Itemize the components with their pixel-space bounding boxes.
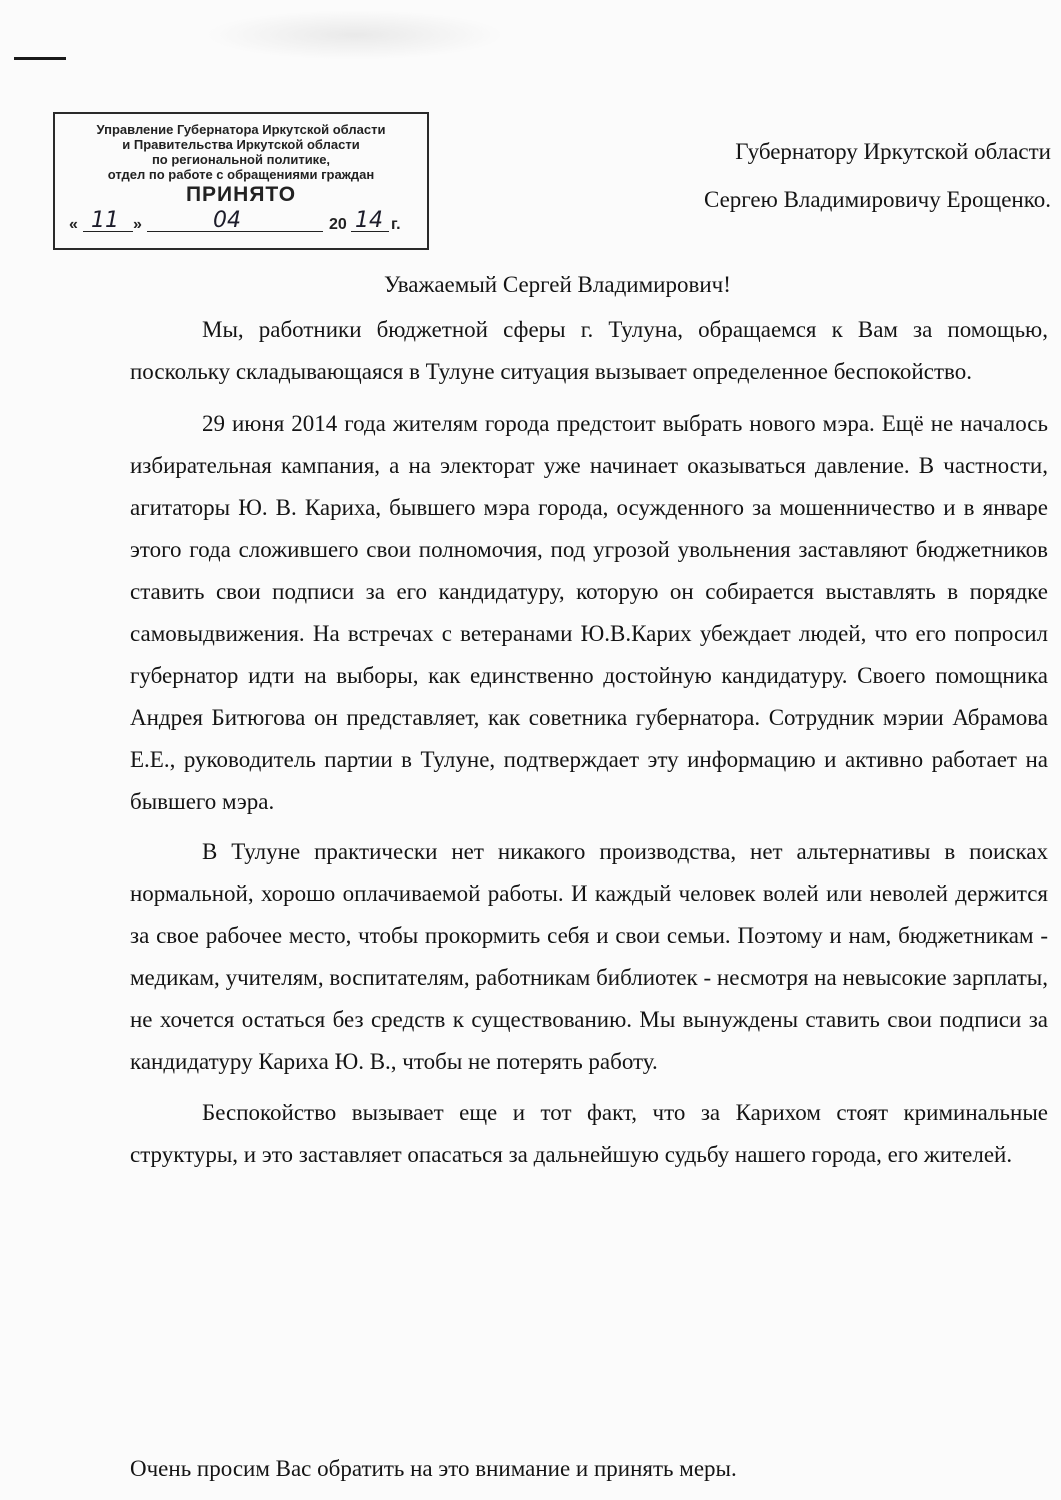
letter-body [130, 309, 1048, 1185]
addressee-line-1: Губернатору Иркутской области [735, 139, 1051, 164]
stamp-year-prefix: 20 [329, 216, 347, 233]
stamp-line-1: Управление Губернатора Иркутской области [96, 122, 386, 137]
paragraph-3: В Тулуне практически нет никакого производства, нет альтернативы в поисках нормальной, хорошо оплачиваемой работы. И каждый человек волей или неволей держится за свое рабочее место, чтобы прокормить себя и свои семьи. Поэтому и нам, бюджетникам - медикам, учителям, воспитателям, работникам библиотек - несмотря на невысокие зарплаты, не хочется остаться без средств к существованию. Мы вынуждены ставить свои подписи за кандидатуру Кариха Ю. В., чтобы не потерять работу. [130, 839, 1048, 1074]
paragraph-1: Мы, работники бюджетной сферы г. Тулуна, обращаемся к Вам за помощью, поскольку складывающаяся в Тулуне ситуация вызывает определенное беспокойство. [130, 317, 1048, 384]
stamp-date [65, 208, 417, 238]
stamp-day: 11 [91, 208, 119, 233]
addressee-line-2: Сергею Владимировичу Ерощенко. [703, 187, 1051, 212]
stamp-close-quote: » [133, 216, 142, 233]
stamp-month: 04 [213, 208, 241, 233]
addressee-block [704, 128, 1051, 224]
closing-line [130, 1456, 737, 1482]
stamp-line-2: и Правительства Иркутской области [122, 137, 360, 152]
stamp-status: ПРИНЯТО [185, 183, 297, 206]
stamp-year-unit: г. [391, 216, 401, 233]
registration-stamp [53, 112, 429, 250]
stamp-open-quote: « [69, 216, 78, 233]
stamp-year-suffix: 14 [355, 208, 383, 233]
closing-text: Очень просим Вас обратить на это внимание и принять меры. [130, 1456, 737, 1481]
salutation: Уважаемый Сергей Владимирович! [384, 272, 731, 297]
corner-dash-mark [14, 57, 66, 60]
redacted-area [205, 10, 505, 60]
paragraph-2: 29 июня 2014 года жителям города предстоит выбрать нового мэра. Ещё не началось избирательная кампания, а на электорат уже начинает оказываться давление. В частности, агитаторы Ю. В. Кариха, бывшего мэра города, осужденного за мошенничество и в январе этого года сложившего свои полномочия, под угрозой увольнения заставляют бюджетников ставить свои подписи за его кандидатуру, которую он собирается выставлять в порядке самовыдвижения. На встречах с ветеранами Ю.В.Карих убеждает людей, что его попросил губернатор идти на выборы, как единственно достойную кандидатуру. Своего помощника Андрея Битюгова он представляет, как советника губернатора. Сотрудник мэрии Абрамова Е.Е., руководитель партии в Тулуне, подтверждает эту информацию и активно работает на бывшего мэра. [130, 411, 1048, 814]
stamp-line-4: отдел по работе с обращениями граждан [107, 167, 375, 182]
paragraph-4: Беспокойство вызывает еще и тот факт, что за Карихом стоят криминальные структуры, и это заставляет опасаться за дальнейшую судьбу нашего города, его жителей. [130, 1100, 1048, 1167]
stamp-line-3: по региональной политике, [151, 152, 331, 167]
